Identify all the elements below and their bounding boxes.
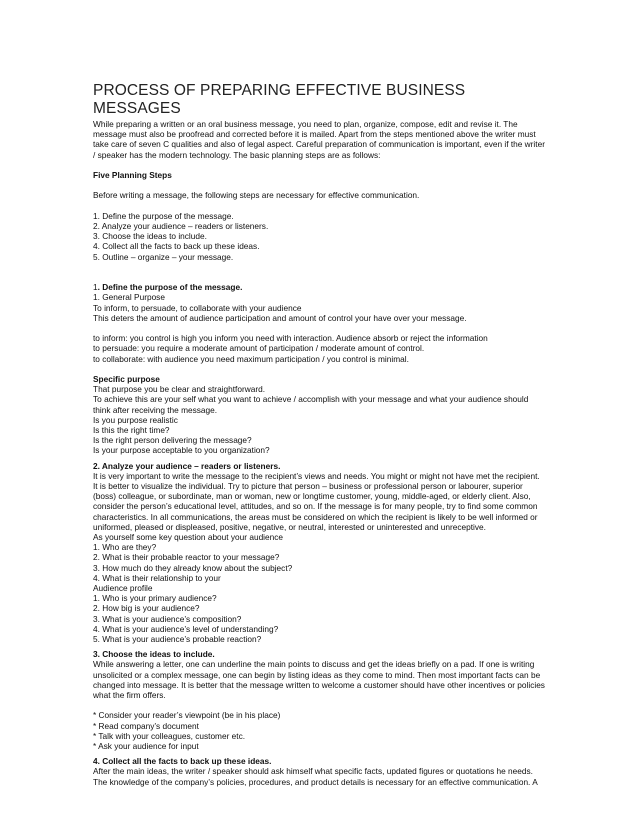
steps-heading: Five Planning Steps (93, 170, 172, 180)
page-title: PROCESS OF PREPARING EFFECTIVE BUSINESS MESSAGES (93, 82, 466, 117)
section-4-paragraph: After the main ideas, the writer / speaker should ask himself what specific facts, updated figures or quotations he needs. The knowledge of the company’s policies, procedures, and product details is necessary for an effective communication. A (93, 766, 538, 787)
specific-line: Is this the right time? (93, 424, 170, 435)
section-2-line: 2. How big is your audience? (93, 603, 200, 614)
section-1-line: This deters the amount of audience participation and amount of control your have over your message. (93, 312, 467, 323)
section-2-line: 3. How much do they already know about the subject? (93, 562, 293, 573)
section-1-line: 1. General Purpose (93, 292, 165, 303)
section-1-number: 1 (93, 282, 98, 293)
list-item: 3. Choose the ideas to include. (93, 231, 207, 242)
bullet-item: * Read company’s document (93, 720, 199, 731)
control-line: to persuade: you require a moderate amount of participation / moderate amount of control. (93, 343, 425, 354)
bullet-item: * Consider your reader’s viewpoint (be in his place) (93, 710, 281, 721)
section-2-line: 3. What is your audience’s composition? (93, 613, 242, 624)
section-1-heading (93, 282, 545, 292)
section-2-heading: 2. Analyze your audience – readers or listeners. (93, 460, 281, 471)
section-2-line: 4. What is their relationship to your (93, 572, 221, 583)
specific-line: Is your purpose acceptable to you organization? (93, 445, 270, 456)
bullet-item: * Ask your audience for input (93, 741, 199, 752)
specific-line: Is the right person delivering the message? (93, 435, 252, 446)
bullet-item: * Talk with your colleagues, customer etc. (93, 730, 246, 741)
section-2-paragraph: It is very important to write the message to the recipient’s views and needs. You might or might not have met the recipient. It is better to visualize the individual. Try to picture that person – business or professional person or labourer, superior (boss) colleague, or subordinate, man or woman, new or longtime customer, young, middle-aged, or elderly client. Also, consider the person’s educational level, attitudes, and so on. If the message is for many people, try to find some common characteristics. In all communications, the areas must be considered on which the recipient is likely to be well informed or uniformed, pleased or displeased, positive, negative, or neutral, interested or uninterested and unreceptive. (93, 470, 540, 532)
section-2-line: Audience profile (93, 583, 153, 594)
specific-line: That purpose you be clear and straightforward. (93, 384, 266, 395)
section-2-line: 4. What is your audience’s level of understanding? (93, 623, 279, 634)
section-2-line: 1. Who is your primary audience? (93, 593, 217, 604)
section-2-line: 5. What is your audience’s probable reaction? (93, 634, 262, 645)
control-line: to collaborate: with audience you need maximum participation / you control is minimal. (93, 353, 409, 364)
list-item: 2. Analyze your audience – readers or listeners. (93, 220, 269, 231)
section-2-line: As yourself some key question about your audience (93, 532, 284, 543)
document-page (93, 82, 545, 787)
steps-list (93, 211, 545, 262)
specific-line: Is you purpose realistic (93, 414, 178, 425)
list-item: 4. Collect all the facts to back up these ideas. (93, 241, 260, 252)
intro-paragraph: While preparing a written or an oral business message, you need to plan, organize, compose, edit and revise it. The message must also be proofread and corrected before it is mailed. Apart from the steps mentioned above the writer must take care of seven C qualities and also of legal aspect. Careful preparation of communication is important, even if the writer / speaker has the modern technology. The basic planning steps are as follows: (93, 119, 545, 160)
list-item: 5. Outline – organize – your message. (93, 251, 234, 262)
section-2-line: 1. Who are they? (93, 542, 157, 553)
specific-purpose-heading: Specific purpose (93, 373, 160, 384)
steps-intro: Before writing a message, the following steps are necessary for effective communication. (93, 190, 420, 201)
section-1-line: To inform, to persuade, to collaborate with your audience (93, 302, 302, 313)
section-3-paragraph: While answering a letter, one can underline the main points to discuss and get the ideas briefly on a pad. If one is writing unsolicited or a complex message, one can begin by listing ideas as they come to mind. Then most important facts can be changed into message. It is better that the message written to welcome a customer should have other incentives or policies what the firm offers. (93, 659, 545, 701)
section-4-heading: 4. Collect all the facts to back up these ideas. (93, 756, 272, 767)
section-2-line: 2. What is their probable reactor to your message? (93, 552, 280, 563)
specific-line: To achieve this are your self what you want to achieve / accomplish with your message and what your audience should think after receiving the message. (93, 394, 529, 415)
section-1-title: . Define the purpose of the message. (97, 282, 243, 293)
control-line: to inform: you control is high you inform you need with interaction. Audience absorb or reject the information (93, 333, 488, 344)
list-item: 1. Define the purpose of the message. (93, 210, 234, 221)
section-3-heading: 3. Choose the ideas to include. (93, 649, 215, 660)
